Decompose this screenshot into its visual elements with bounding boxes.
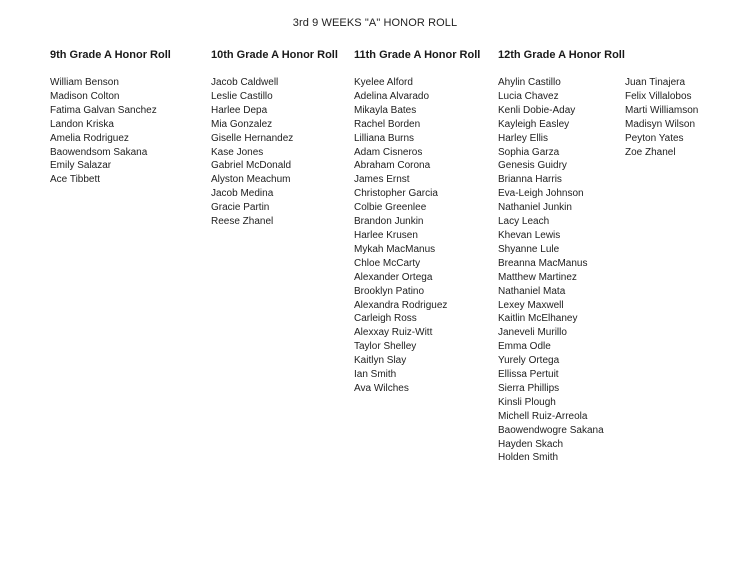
student-name: Emily Salazar: [50, 160, 112, 172]
student-name: Kinsli Plough: [498, 396, 556, 408]
grade-11-list: [354, 76, 480, 396]
student-name: Sierra Phillips: [498, 382, 560, 394]
grade-9-list: [50, 76, 171, 187]
student-name: Kaitlin McElhaney: [498, 313, 578, 325]
page-title: 3rd 9 WEEKS "A" HONOR ROLL: [292, 17, 458, 29]
student-name: Genesis Guidry: [498, 160, 567, 172]
student-name: Lilliana Burns: [354, 132, 415, 144]
student-name: Leslie Castillo: [211, 90, 273, 102]
student-name: Kyelee Alford: [354, 77, 413, 88]
student-name: Ian Smith: [354, 369, 397, 381]
student-name: Jacob Caldwell: [211, 77, 279, 88]
student-name: Ahylin Castillo: [498, 77, 561, 88]
student-name: Kase Jones: [211, 146, 264, 158]
student-name: Shyanne Lule: [498, 243, 560, 255]
student-name: Juan Tinajera: [625, 77, 686, 88]
student-name: Adam Cisneros: [354, 146, 423, 158]
student-name: Eva-Leigh Johnson: [498, 188, 584, 200]
student-name: Mikayla Bates: [354, 104, 417, 116]
grade-12-heading: 12th Grade A Honor Roll: [498, 49, 625, 61]
student-name: Baowendwogre Sakana: [498, 424, 604, 436]
student-name: Brooklyn Patino: [354, 285, 425, 297]
student-name: Lacy Leach: [498, 216, 550, 228]
student-name: Colbie Greenlee: [354, 202, 427, 214]
student-name: Marti Williamson: [625, 104, 699, 116]
student-name: Adelina Alvarado: [354, 90, 430, 102]
student-name: Mykah MacManus: [354, 243, 436, 255]
student-name: Giselle Hernandez: [211, 132, 294, 144]
student-name: James Ernst: [354, 174, 410, 186]
grade-12-continued-column: [625, 48, 698, 159]
student-name: Ava Wilches: [354, 382, 409, 394]
student-name: William Benson: [50, 77, 119, 88]
student-name: Holden Smith: [498, 452, 559, 464]
student-name: Lucia Chavez: [498, 90, 559, 102]
student-name: Alyston Meachum: [211, 174, 291, 186]
student-name: Amelia Rodriguez: [50, 132, 129, 144]
grade-12-list: [498, 76, 625, 465]
student-name: Breanna MacManus: [498, 257, 588, 269]
student-name: Landon Kriska: [50, 118, 114, 130]
student-name: Harlee Krusen: [354, 229, 418, 241]
student-name: Rachel Borden: [354, 118, 421, 130]
student-name: Peyton Yates: [625, 132, 684, 144]
student-name: Fatima Galvan Sanchez: [50, 104, 157, 116]
grade-11-heading: 11th Grade A Honor Roll: [354, 49, 481, 61]
student-name: Christopher Garcia: [354, 188, 438, 200]
grade-10-list: [211, 76, 338, 229]
student-name: Alexxay Ruiz-Witt: [354, 327, 433, 339]
student-name: Felix Villalobos: [625, 90, 692, 102]
student-name: Madisyn Wilson: [625, 118, 696, 130]
student-name: Kenli Dobie-Aday: [498, 104, 576, 116]
student-name: Kayleigh Easley: [498, 118, 570, 130]
student-name: Nathaniel Mata: [498, 285, 566, 297]
student-name: Mia Gonzalez: [211, 118, 273, 130]
student-name: Reese Zhanel: [211, 216, 274, 228]
student-name: Janeveli Murillo: [498, 327, 567, 339]
student-name: Hayden Skach: [498, 438, 564, 450]
grade-10-column: [211, 48, 338, 229]
student-name: Yurely Ortega: [498, 355, 560, 367]
student-name: Emma Odle: [498, 341, 551, 353]
student-name: Gabriel McDonald: [211, 160, 292, 172]
student-name: Taylor Shelley: [354, 341, 417, 353]
student-name: Ellissa Pertuit: [498, 369, 559, 381]
student-name: Lexey Maxwell: [498, 299, 564, 311]
student-name: Madison Colton: [50, 90, 120, 102]
student-name: Nathaniel Junkin: [498, 202, 572, 214]
grade-12-continued-list: [625, 76, 698, 159]
student-name: Michell Ruiz-Arreola: [498, 410, 588, 422]
student-name: Kaitlyn Slay: [354, 355, 407, 367]
student-name: Ace Tibbett: [50, 174, 101, 186]
student-name: Harley Ellis: [498, 132, 549, 144]
student-name: Alexandra Rodriguez: [354, 299, 448, 311]
student-name: Gracie Partin: [211, 202, 270, 214]
student-name: Matthew Martinez: [498, 271, 577, 283]
student-name: Chloe McCarty: [354, 257, 421, 269]
student-name: Brandon Junkin: [354, 216, 424, 228]
student-name: Abraham Corona: [354, 160, 431, 172]
student-name: Baowendsom Sakana: [50, 146, 148, 158]
student-name: Carleigh Ross: [354, 313, 417, 325]
student-name: Khevan Lewis: [498, 229, 561, 241]
student-name: Brianna Harris: [498, 174, 562, 186]
grade-9-column: [50, 48, 171, 187]
grade-10-heading: 10th Grade A Honor Roll: [211, 49, 338, 61]
student-name: Harlee Depa: [211, 104, 268, 116]
student-name: Jacob Medina: [211, 188, 274, 200]
grade-12-column: [498, 48, 625, 465]
student-name: Alexander Ortega: [354, 271, 433, 283]
grade-9-heading: 9th Grade A Honor Roll: [50, 49, 171, 61]
grade-11-column: [354, 48, 480, 396]
student-name: Zoe Zhanel: [625, 146, 676, 158]
student-name: Sophia Garza: [498, 146, 560, 158]
